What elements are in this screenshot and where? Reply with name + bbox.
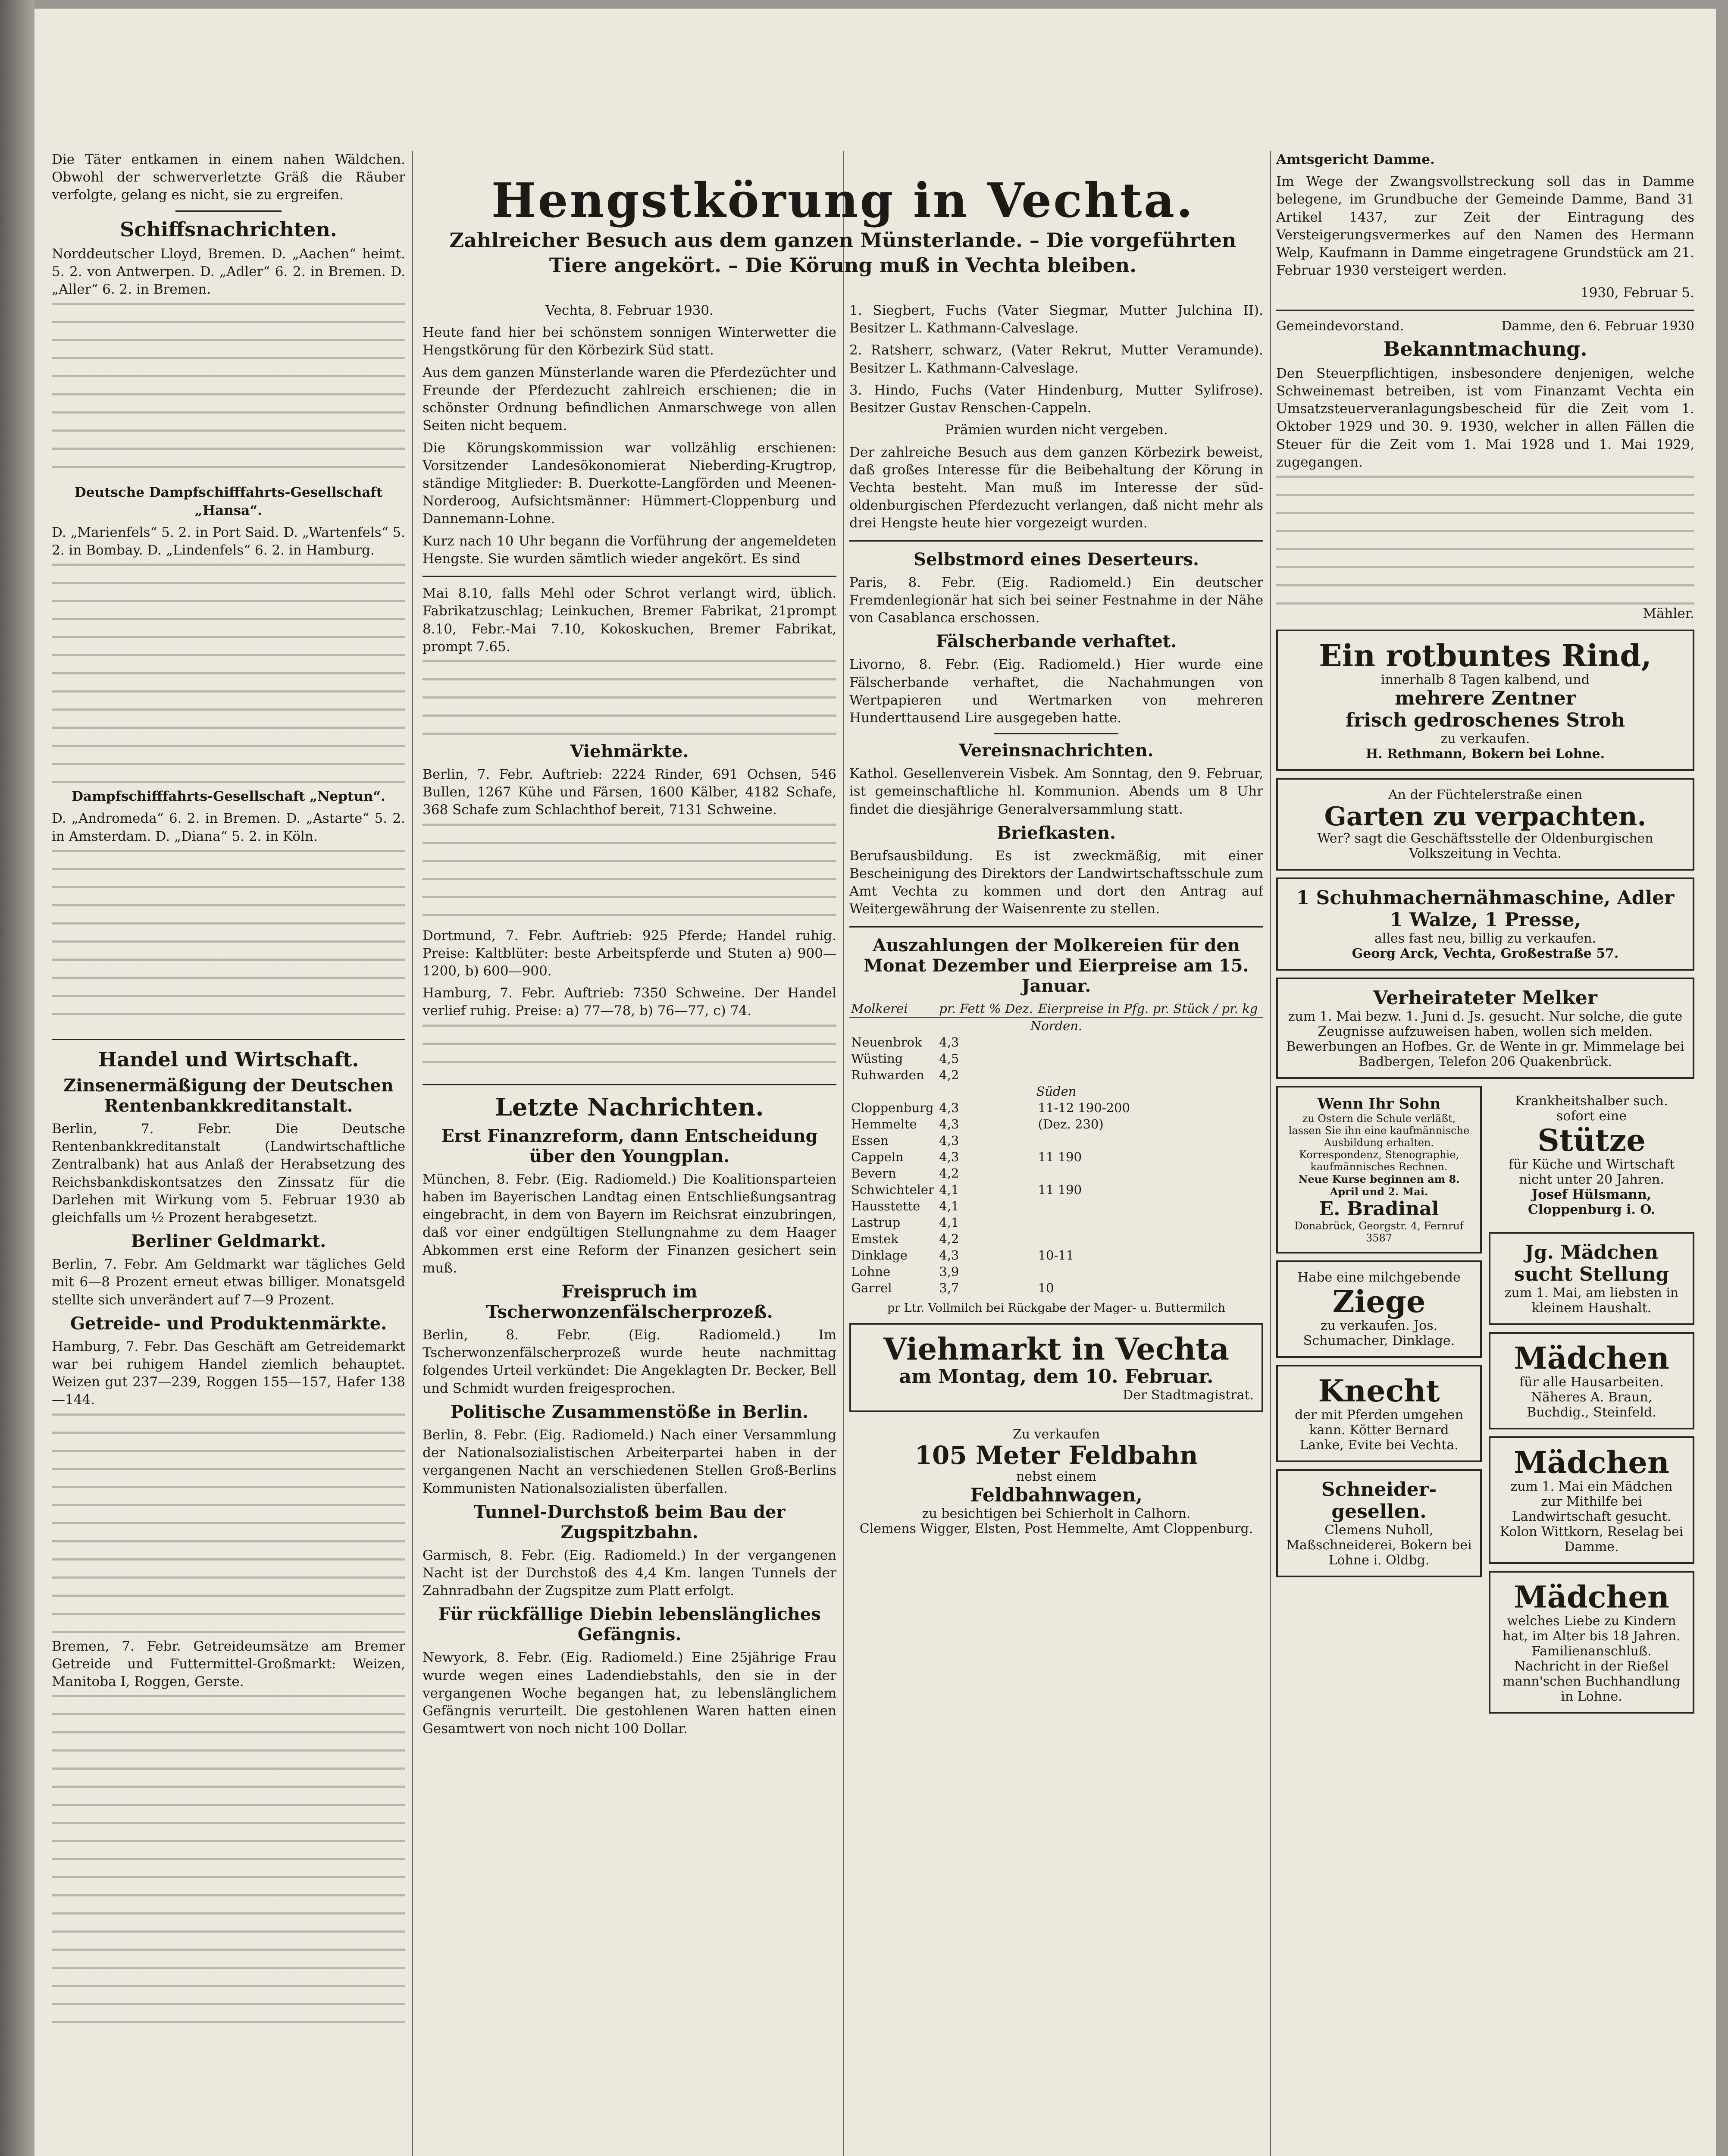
- table-cell: 4,3: [939, 1034, 959, 1050]
- garten-title: Garten zu verpachten.: [1324, 802, 1647, 832]
- table-header-cell: Molkerei: [849, 1000, 937, 1017]
- molkerei-title: Auszahlungen der Molkereien für den Monat Dezember und Eierpreise am 15. Januar.: [864, 935, 1249, 996]
- table-cell: [1036, 1198, 1263, 1214]
- table-cell: 4,3: [939, 1133, 959, 1148]
- table-cell: Emstek: [851, 1231, 898, 1246]
- text-block: [52, 564, 405, 788]
- column-rule: [1270, 151, 1271, 2156]
- table-cell: Hausstette: [851, 1198, 920, 1213]
- vollmilch-note: pr Ltr. Vollmilch bei Rückgabe der Mager- u. Buttermilch: [887, 1301, 1226, 1315]
- geld-title: Berliner Geldmarkt.: [131, 1231, 326, 1252]
- stuetze-title: Stütze: [1537, 1122, 1646, 1159]
- table-cell: [1036, 1067, 1263, 1083]
- table-cell: Ruhwarden: [851, 1067, 924, 1082]
- table-cell: 4,3: [939, 1100, 959, 1115]
- zins-title: Zinsenermäßigung der Deutschen Rentenbankkreditanstalt.: [63, 1075, 394, 1116]
- garten-text: Wer? sagt die Geschäftsstelle der Oldenburgischen Volkszeitung in Vechta.: [1317, 831, 1653, 862]
- garten-pre: An der Füchtelerstraße einen: [1388, 787, 1582, 803]
- viehmarkt-sub: am Montag, dem 10. Februar.: [899, 1365, 1214, 1388]
- table-section-row: [849, 1083, 1263, 1100]
- lead-p1: Heute fand hier bei schönstem sonnigen Winterwetter die Hengstkörung für den Körbezirk Süd statt.: [423, 325, 836, 358]
- text-block: [423, 1025, 836, 1076]
- melker-ad: [1276, 978, 1694, 1079]
- dateline: Vechta, 8. Februar 1930.: [545, 303, 714, 318]
- schuh-sig: Georg Arck, Vechta, Großestraße 57.: [1352, 946, 1619, 962]
- table-cell: [1036, 1231, 1263, 1247]
- feldbahn-title2: Feldbahnwagen,: [970, 1484, 1143, 1507]
- table-cell: 11 190: [1038, 1182, 1082, 1197]
- selbst-text: Paris, 8. Febr. (Eig. Radiomeld.) Ein deutscher Fremdenlegionär hat sich bei seiner Festnahme in der Nähe von Casablanca erschossen.: [849, 574, 1263, 626]
- table-header-row: [849, 1000, 1263, 1017]
- table-body: [849, 1017, 1263, 1296]
- schuh-text: alles fast neu, billig zu verkaufen.: [1374, 931, 1597, 946]
- table-cell: (Dez. 230): [1038, 1116, 1104, 1131]
- divider: [849, 926, 1263, 928]
- table-cell: [1036, 1214, 1263, 1231]
- lead-subheadline: Zahlreicher Besuch aus dem ganzen Münsterlande. – Die vorgeführten Tiere angekört. – Die Körung muß in Vechta bleiben.: [449, 229, 1237, 277]
- stuetze-ad: [1489, 1086, 1694, 1225]
- rind-title: Ein rotbuntes Rind,: [1319, 638, 1652, 674]
- polit-title: Politische Zusammenstöße in Berlin.: [450, 1401, 809, 1422]
- rind-p1: innerhalb 8 Tagen kalbend, und: [1381, 672, 1590, 688]
- table-row: [849, 1214, 1263, 1231]
- column-a: [52, 151, 405, 2023]
- amt-text: Im Wege der Zwangsvollstreckung soll das in Damme belegene, im Grundbuche der Gemeinde Damme, Band 31 Artikel 1437, zur Zeit der Eintragung des Versteigerungsvermerkes auf den Namen des Hermann Welp, Kaufmann in Damme eingetragene Grundstück am 21. Februar 1930 versteigert werden.: [1276, 174, 1694, 279]
- maedchen-text-2: zum 1. Mai ein Mädchen zur Mithilfe bei Landwirtschaft gesucht. Kolon Wittkorn, Reselag bei Damme.: [1499, 1479, 1684, 1555]
- faelsch-text: Livorno, 8. Febr. (Eig. Radiomeld.) Hier wurde eine Fälscherbande verhaftet, die Nachahmungen von Wertpapieren und Wertmarken von mehreren Hunderttausend Lire ausgegeben hatte.: [849, 657, 1263, 726]
- table-cell: Essen: [851, 1133, 889, 1148]
- diebin-title: Für rückfällige Diebin lebenslängliches Gefängnis.: [438, 1604, 821, 1645]
- text-block: [52, 1695, 405, 2023]
- stuetze-pre: Krankheitshalber such. sofort eine: [1515, 1094, 1668, 1124]
- table-section-label: Norden.: [1030, 1018, 1083, 1033]
- maedchen-ad-2: [1489, 1436, 1694, 1564]
- feldbahn-sig: Clemens Wigger, Elsten, Post Hemmelte, Amt Cloppenburg.: [859, 1521, 1253, 1537]
- lead-p3: Die Körungskommission war vollzählig erschienen: Vorsitzender Landesökonomierat Nieberding-Krugtrop, ständige Mitglieder: B. Duerkotte-Langförden und Meenen-Norderoog, Aufsichtsmänner: Hümmert-Cloppenburg und Dannemann-Lohne.: [423, 440, 836, 527]
- table-cell: 4,2: [939, 1231, 959, 1246]
- rind-p2: zu verkaufen.: [1440, 731, 1530, 747]
- table-cell: [1036, 1165, 1263, 1181]
- schuh-ad: [1276, 877, 1694, 971]
- table-row: [849, 1231, 1263, 1247]
- sohn-head: Wenn Ihr Sohn: [1317, 1095, 1441, 1113]
- table-cell: 4,2: [939, 1067, 959, 1082]
- lead-p2: Aus dem ganzen Münsterlande waren die Pferdezüchter und Freunde der Pferdezucht zahlreich erschienen; die in schönster Ordnung befindlichen Anmarschwege von allen Seiten nicht bequem.: [423, 364, 836, 434]
- maedchen-title-1: Mädchen: [1514, 1340, 1669, 1376]
- table-cell: [1036, 1034, 1263, 1050]
- divider: [423, 1084, 836, 1085]
- feldbahn-mid: nebst einem: [1016, 1469, 1097, 1485]
- table-row: [849, 1263, 1263, 1280]
- praemie-text: Prämien wurden nicht vergeben.: [945, 422, 1168, 438]
- hengst-2: 2. Ratsherr, schwarz, (Vater Rekrut, Mutter Veramunde). Besitzer L. Kathmann-Calveslage.: [849, 342, 1263, 376]
- melker-title: Verheirateter Melker: [1373, 987, 1597, 1009]
- verein-title: Vereinsnachrichten.: [959, 740, 1154, 761]
- divider: [1276, 310, 1694, 311]
- table-row: [849, 1165, 1263, 1181]
- lead-headline: Hengstkörung in Vechta.: [491, 172, 1195, 228]
- sohn-text: zu Ostern die Schule verläßt, lassen Sie ihn eine kaufmännische Ausbildung erhalten. Korrespondenz, Stenographie, kaufmännisches Rechnen.: [1288, 1112, 1470, 1173]
- table-cell: 10-11: [1038, 1247, 1074, 1263]
- getreide-title: Getreide- und Produktenmärkte.: [70, 1313, 387, 1334]
- newspaper-page: [34, 9, 1716, 2156]
- brief-text: Berufsausbildung. Es ist zweckmäßig, mit einer Bescheinigung des Direktors der Landwirtschaftsschule zum Amt Vechta zu kommen und dort den Antrag auf Weitergewährung der Waisenrente zu stellen.: [849, 848, 1263, 917]
- divider: [849, 540, 1263, 542]
- table-cell: Schwichteler: [851, 1182, 934, 1197]
- neptun-text: D. „Andromeda“ 6. 2. in Bremen. D. „Astarte“ 5. 2. in Amsterdam. D. „Diana“ 5. 2. in Köln.: [52, 811, 405, 844]
- table-cell: 3,9: [939, 1264, 959, 1279]
- column-rule: [412, 151, 413, 2156]
- ziege-ad: [1276, 1260, 1482, 1358]
- frei-text: Berlin, 8. Febr. (Eig. Radiomeld.) Im Tscherwonzenfälscherprozeß wurde heute nachmittag folgendes Urteil verkündet: Die Angeklagten Dr. Becker, Bell und Schmidt wurden freigesprochen.: [423, 1327, 836, 1396]
- table-cell: [1036, 1263, 1263, 1280]
- amt-head: Amtsgericht Damme.: [1276, 152, 1435, 167]
- letzte-title: Letzte Nachrichten.: [495, 1093, 764, 1122]
- vieh-title: Viehmärkte.: [570, 741, 689, 761]
- feldbahn-note: zu besichtigen bei Schierholt in Calhorn.: [922, 1506, 1191, 1522]
- letzte-sub: Erst Finanzreform, dann Entscheidung über den Youngplan.: [441, 1125, 818, 1166]
- table-cell: [1036, 1050, 1263, 1067]
- frei-title: Freispruch im Tscherwonzenfälscherprozeß.: [486, 1282, 773, 1322]
- schuh-mid: 1 Walze, 1 Presse,: [1390, 909, 1581, 931]
- ziege-text: zu verkaufen. Jos. Schumacher, Dinklage.: [1303, 1318, 1455, 1349]
- intro-text: Die Täter entkamen in einem nahen Wäldchen. Obwohl der schwerverletzte Gräß die Räuber verfolgte, gelang es nicht, sie zu ergreifen.: [52, 152, 405, 203]
- sohn-ad: [1276, 1086, 1482, 1253]
- bek-title: Bekanntmachung.: [1383, 337, 1587, 360]
- table-cell: 4,1: [939, 1198, 959, 1213]
- selbst-title: Selbstmord eines Deserteurs.: [914, 549, 1199, 570]
- ad-col-left: [1276, 1086, 1482, 1720]
- table-row: [849, 1050, 1263, 1067]
- viehmarkt-title: Viehmarkt in Vechta: [883, 1331, 1230, 1367]
- amt-date: 1930, Februar 5.: [1580, 285, 1694, 301]
- text-block: [1276, 476, 1694, 605]
- schneider-title: Schneider-gesellen.: [1321, 1479, 1437, 1523]
- ziege-pre: Habe eine milchgebende: [1297, 1270, 1461, 1285]
- feldbahn-ad: [849, 1419, 1263, 1545]
- dortmund-text: Dortmund, 7. Febr. Auftrieb: 925 Pferde; Handel ruhig. Preise: Kaltblüter: beste Arbeitspferde und Stuten a) 900—1200, b) 600—900.: [423, 928, 836, 979]
- text-block: [423, 824, 836, 927]
- column-c: [849, 302, 1263, 1551]
- maedchen-text-1: für alle Hausarbeiten. Näheres A. Braun, Buchdig., Steinfeld.: [1519, 1375, 1664, 1420]
- hengst-3: 3. Hindo, Fuchs (Vater Hindenburg, Mutter Sylifrose). Besitzer Gustav Renschen-Cappeln.: [849, 382, 1263, 416]
- table-cell: 11 190: [1038, 1149, 1082, 1164]
- table-row: [849, 1181, 1263, 1198]
- viehmarkt-sig: Der Stadtmagistrat.: [1123, 1387, 1254, 1403]
- table-cell: Dinklage: [851, 1247, 908, 1263]
- schneider-ad: [1276, 1469, 1482, 1577]
- ad-col-right: [1489, 1086, 1694, 1720]
- rind-sig: H. Rethmann, Bokern bei Lohne.: [1365, 746, 1605, 762]
- table-row: [849, 1116, 1263, 1132]
- rind-ad: [1276, 630, 1694, 771]
- column-rule: [843, 151, 844, 2156]
- table-cell: 10: [1038, 1280, 1054, 1295]
- lead-end: Der zahlreiche Besuch aus dem ganzen Körbezirk beweist, daß großes Interesse für die Beibehaltung der Körung in Vechta besteht. Man muß im Interesse der süd-oldenburgischen Pferdezucht verlangen, daß nicht mehr als drei Hengste heute hier vorgezeigt wurden.: [849, 444, 1263, 531]
- molkerei-table: [849, 1000, 1263, 1296]
- lead-p4: Kurz nach 10 Uhr begann die Vorführung der angemeldeten Hengste. Sie wurden sämtlich wieder angekört. Es sind: [423, 533, 836, 567]
- maedchen-title-2: Mädchen: [1514, 1445, 1669, 1481]
- gem-left: Gemeindevorstand.: [1276, 318, 1404, 334]
- table-cell: 4,2: [939, 1166, 959, 1181]
- text-block: [52, 303, 405, 484]
- jg-ad: [1489, 1232, 1694, 1325]
- maedchen-ad-3: [1489, 1571, 1694, 1714]
- table-cell: Lastrup: [851, 1215, 901, 1230]
- table-cell: 3,7: [939, 1280, 959, 1295]
- table-cell: 11-12 190-200: [1038, 1100, 1130, 1115]
- table-row: [849, 1132, 1263, 1149]
- table-cell: 4,1: [939, 1182, 959, 1197]
- market-text: Mai 8.10, falls Mehl oder Schrot verlangt wird, üblich. Fabrikatzuschlag; Leinkuchen, Bremer Fabrikat, 21prompt 8.10, Febr.-Mai 7.10, Kokoskuchen, Bremer Fabrikat, prompt 7.65.: [423, 586, 836, 655]
- sohn-text2: Neue Kurse beginnen am 8. April und 2. Mai.: [1298, 1173, 1460, 1198]
- maedchen-text-3: welches Liebe zu Kindern hat, im Alter bis 18 Jahren. Familienanschluß. Nachricht in der Rießel mann'schen Buchhandlung in Lohne.: [1503, 1614, 1681, 1705]
- bek-sig: Mähler.: [1643, 606, 1694, 622]
- table-row: [849, 1280, 1263, 1296]
- neptun-title: Dampfschifffahrts-Gesellschaft „Neptun“.: [72, 789, 385, 805]
- schiff-title: Schiffsnachrichten.: [120, 217, 337, 241]
- ziege-title: Ziege: [1332, 1284, 1426, 1320]
- table-row: [849, 1198, 1263, 1214]
- feldbahn-pre: Zu verkaufen: [1012, 1426, 1100, 1442]
- garten-ad: [1276, 778, 1694, 871]
- maedchen-ad-1: [1489, 1332, 1694, 1429]
- jg-text: zum 1. Mai, am liebsten in kleinem Haushalt.: [1504, 1285, 1679, 1316]
- bradinal-addr: Donabrück, Georgstr. 4, Fernruf 3587: [1294, 1220, 1464, 1244]
- table-row: [849, 1100, 1263, 1116]
- table-cell: Hemmelte: [851, 1116, 917, 1131]
- stuetze-sig: Josef Hülsmann, Cloppenburg i. O.: [1528, 1187, 1656, 1218]
- ad-row: [1276, 1086, 1694, 1720]
- table-row: [849, 1067, 1263, 1083]
- knecht-ad: [1276, 1365, 1482, 1462]
- text-block: [52, 850, 405, 1031]
- faelsch-title: Fälscherbande verhaftet.: [936, 631, 1177, 652]
- text-block: [423, 660, 836, 738]
- table-cell: [1036, 1132, 1263, 1149]
- polit-text: Berlin, 8. Febr. (Eig. Radiomeld.) Nach einer Versammlung der Nationalsozialistischen Arbeiterpartei haben in der vergangenen Nacht an verschiedenen Stellen Groß-Berlins Kommunisten Nationalsozialisten überfallen.: [423, 1427, 836, 1496]
- maedchen-title-3: Mädchen: [1514, 1579, 1669, 1615]
- bremen-text: Bremen, 7. Febr. Getreideumsätze am Bremer Getreide und Futtermittel-Großmarkt: Weizen, Manitoba I, Roggen, Gerste.: [52, 1638, 405, 1690]
- table-row: [849, 1149, 1263, 1165]
- divider: [994, 733, 1118, 734]
- table-cell: 4,3: [939, 1247, 959, 1263]
- table-header-cell: Eierpreise in Pfg. pr. Stück / pr. kg: [1036, 1000, 1263, 1017]
- rind-big: frisch gedroschenes Stroh: [1346, 709, 1625, 732]
- gem-header: [1276, 319, 1694, 334]
- verein-text: Kathol. Gesellenverein Visbek. Am Sonntag, den 9. Februar, ist gemeinschaftliche hl. Kommunion. Abends um 8 Uhr findet die diesjährige Generalversammlung statt.: [849, 766, 1263, 817]
- table-row: [849, 1034, 1263, 1050]
- knecht-title: Knecht: [1318, 1373, 1440, 1409]
- lead-article-header: [423, 172, 1263, 278]
- stuetze-text: für Küche und Wirtschaft nicht unter 20 Jahren.: [1508, 1157, 1675, 1188]
- schuh-title: 1 Schuhmachernähmaschine, Adler: [1296, 887, 1675, 909]
- text-block: [52, 1413, 405, 1638]
- table-cell: 4,1: [939, 1215, 959, 1230]
- hamburg-text: Hamburg, 7. Febr. Auftrieb: 7350 Schweine. Der Handel verlief ruhig. Preise: a) 77—78, b) 76—77, c) 74.: [423, 985, 836, 1019]
- knecht-text: der mit Pferden umgehen kann. Kötter Bernard Lanke, Evite bei Vechta.: [1295, 1407, 1463, 1453]
- hengst-1: 1. Siegbert, Fuchs (Vater Siegmar, Mutter Julchina II). Besitzer L. Kathmann-Calveslage.: [849, 303, 1263, 336]
- jg-title: Jg. Mädchen sucht Stellung: [1514, 1241, 1669, 1286]
- geld-text: Berlin, 7. Febr. Am Geldmarkt war tägliches Geld mit 6—8 Prozent erneut etwas billiger. Monatsgeld stellte sich unverändert auf 7—9 Prozent.: [52, 1257, 405, 1308]
- column-d: [1276, 151, 1694, 1720]
- bradinal-name: E. Bradinal: [1319, 1198, 1439, 1220]
- letzte-text: München, 8. Febr. (Eig. Radiomeld.) Die Koalitionsparteien haben im Bayerischen Landtag einen Entschließungsantrag eingebracht, in dem von Bayern im Reichsrat einzubringen, daß vor einer endgültigen Stellungnahme zu dem Haager Abkommen erst eine Reform der Finanzen gesichert sein muß.: [423, 1171, 836, 1276]
- schiff-text: Norddeutscher Lloyd, Bremen. D. „Aachen“ heimt. 5. 2. von Antwerpen. D. „Adler“ 6. 2. in Bremen. D. „Aller“ 6. 2. in Bremen.: [52, 246, 405, 298]
- getreide-text: Hamburg, 7. Febr. Das Geschäft am Getreidemarkt war bei ruhigem Handel ziemlich behauptet. Weizen gut 237—239, Roggen 155—157, Hafer 138—144.: [52, 1338, 405, 1408]
- table-section-row: [849, 1017, 1263, 1034]
- divider: [423, 576, 836, 577]
- table-cell: Wüsting: [851, 1051, 903, 1066]
- table-cell: Lohne: [851, 1264, 891, 1279]
- gem-right: Damme, den 6. Februar 1930: [1501, 318, 1694, 334]
- melker-sig: Bewerbungen an Hofbes. Gr. de Wente in gr. Mimmelage bei Badbergen, Telefon 206 Quakenbrück.: [1286, 1039, 1684, 1070]
- bek-text: Den Steuerpflichtigen, insbesondere denjenigen, welche Schweinemast betreiben, ist vom Finanzamt Vechta ein Umsatzsteuerveranlagungsbescheid für die Zeit vom 1. Oktober 1929 und 30. 9. 1930, welcher in allen Fällen die Steuer für die Zeit vom 1. Mai 1928 und 1. Mai 1929, zugegangen.: [1276, 365, 1694, 470]
- table-cell: Bevern: [851, 1166, 896, 1181]
- schneider-sig: Clemens Nuholl, Maßschneiderei, Bokern bei Lohne i. Oldbg.: [1286, 1523, 1472, 1568]
- table-cell: 4,3: [939, 1149, 959, 1164]
- table-cell: 4,3: [939, 1116, 959, 1131]
- diebin-text: Newyork, 8. Febr. (Eig. Radiomeld.) Eine 25jährige Frau wurde wegen eines Ladendiebstahls, den sie in der vergangenen Woche begangen hat, zu lebenslänglichem Gefängnis verurteilt. Die gestohlenen Waren hatten einen Gesamtwert von noch nicht 100 Dollar.: [423, 1650, 836, 1737]
- melker-text: zum 1. Mai bezw. 1. Juni d. Js. gesucht. Nur solche, die gute Zeugnisse aufzuweisen haben, wollen sich melden.: [1288, 1009, 1683, 1040]
- handel-title: Handel und Wirtschaft.: [98, 1047, 359, 1071]
- table-cell: 4,5: [939, 1051, 959, 1066]
- rind-mid: mehrere Zentner: [1395, 687, 1576, 710]
- vieh-text: Berlin, 7. Febr. Auftrieb: 2224 Rinder, 691 Ochsen, 546 Bullen, 1267 Kühe und Färsen, 1600 Kälber, 4182 Schafe, 368 Schafe zum Schlachthof bereit, 7131 Schweine.: [423, 766, 836, 818]
- column-b: [423, 302, 836, 1742]
- hansa-text: D. „Marienfels“ 5. 2. in Port Said. D. „Wartenfels“ 5. 2. in Bombay. D. „Lindenfels“ 6. 2. in Hamburg.: [52, 524, 405, 558]
- tunnel-title: Tunnel-Durchstoß beim Bau der Zugspitzbahn.: [473, 1501, 786, 1542]
- viehmarkt-ad: [849, 1323, 1263, 1412]
- brief-title: Briefkasten.: [997, 822, 1116, 843]
- binding-gutter: [0, 0, 34, 2156]
- hansa-title: Deutsche Dampfschifffahrts-Gesellschaft „Hansa“.: [74, 485, 383, 518]
- divider: [175, 210, 282, 212]
- tunnel-text: Garmisch, 8. Febr. (Eig. Radiomeld.) In der vergangenen Nacht ist der Durchstoß des 4,4 Km. langen Tunnels der Zahnradbahn der Zugspitze zum Platt erfolgt.: [423, 1547, 836, 1599]
- divider: [52, 1039, 405, 1040]
- table-cell: Garrel: [851, 1280, 892, 1295]
- table-row: [849, 1247, 1263, 1263]
- table-section-label: Süden: [1036, 1084, 1077, 1099]
- table-cell: Neuenbrok: [851, 1034, 922, 1050]
- table-cell: Cappeln: [851, 1149, 904, 1164]
- table-header-cell: pr. Fett % Dez.: [937, 1000, 1036, 1017]
- table-cell: Cloppenburg: [851, 1100, 934, 1115]
- feldbahn-title: 105 Meter Feldbahn: [914, 1440, 1198, 1470]
- zins-text: Berlin, 7. Febr. Die Deutsche Rentenbankkreditanstalt (Landwirtschaftliche Zentralbank) hat aus Anlaß der Herabsetzung des Reichsbankdiskontsatzes den Zinssatz für die Darlehen mit Wirkung vom 5. Februar 1930 ab gleichfalls um ½ Prozent herabgesetzt.: [52, 1121, 405, 1225]
